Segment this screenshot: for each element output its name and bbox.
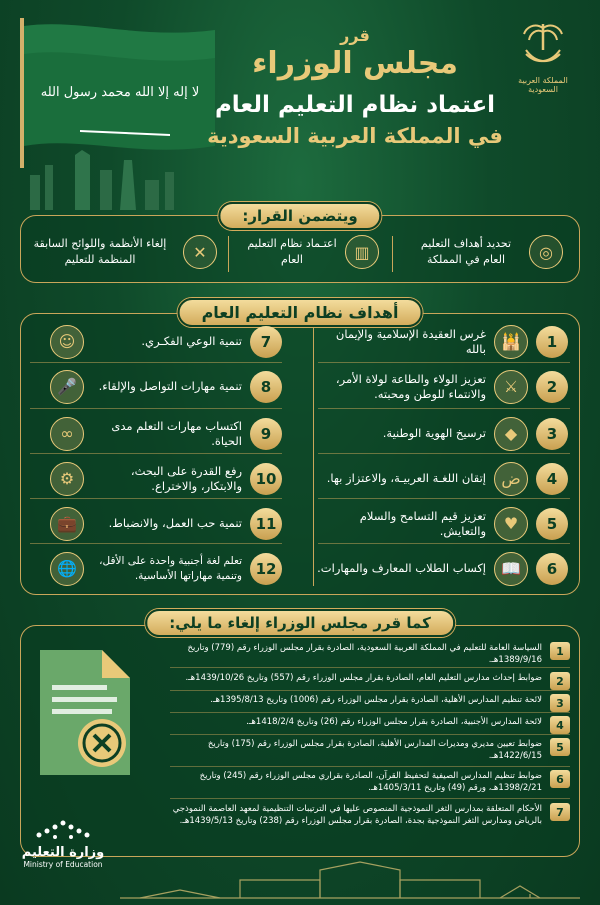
goal-text: اكتساب مهارات التعلم مدى الحياة. <box>111 418 242 448</box>
cancellation-text: لائحة المدارس الأجنبية، الصادرة بقرار مجلس الوزراء رقم (26) وتاريخ 1418/2/4هـ. <box>246 717 542 727</box>
flag-text: لا إله إلا الله محمد رسول الله <box>40 85 200 100</box>
cancellation-number: 2 <box>550 672 570 690</box>
cancellation-item <box>170 738 570 762</box>
goal-text: ترسيخ الهوية الوطنية. <box>382 426 486 440</box>
goal-text: تنمية الوعي الفكـري. <box>141 334 242 348</box>
cancelled-document-icon <box>30 645 140 780</box>
goal-number: 10 <box>250 463 282 495</box>
decision-item-text: اعتـماد نظام التعليم العام <box>247 237 337 266</box>
goal-text: تنمية مهارات التواصل والإلقاء. <box>98 379 242 393</box>
cancellation-text: ضوابط تعيين مديري ومديرات المدارس الأهلية، الصادرة بقرار مجلس الوزراء رقم (175) وتاريخ 1422/6/15هـ. <box>207 739 542 761</box>
goal-item <box>314 502 568 545</box>
goal-item <box>314 547 568 590</box>
cancellation-item <box>170 694 570 712</box>
target-icon: ◎ <box>529 235 563 269</box>
briefcase-icon: 💼 <box>50 507 84 541</box>
close-icon: ✕ <box>183 235 217 269</box>
cancellation-text: ضوابط إحداث مدارس التعليم العام، الصادرة بقرار مجلس الوزراء رقم (557) وتاريخ 1439/10/26هـ. <box>185 673 542 683</box>
book-icon: ▥ <box>345 235 379 269</box>
divider <box>170 766 570 767</box>
goal-text: غرس العقيدة الإسلامية والإيمان بالله <box>335 326 486 356</box>
cancellation-number: 5 <box>550 738 570 756</box>
goal-text: رفع القدرة على البحث، والابتكار، والاختراع. <box>130 463 242 493</box>
ministry-name-ar: وزارة التعليم <box>21 845 105 860</box>
goals-heading: أهداف نظام التعليم العام <box>178 298 423 327</box>
arabic-letter-icon: ض <box>494 462 528 496</box>
cancellation-text: الأحكام المتعلقة بمدارس الثغر النموذجية المنصوص عليها في الترتيبات التنظيمية لمعهد العاصمة النموذجي بالرياض ومدارس الثغر النموذجية بجدة، الصادرة بقرار مجلس الوزراء رقم (238) وتاريخ 1439/5/13هـ. <box>172 804 542 826</box>
divider <box>170 734 570 735</box>
head-brain-icon: ☺ <box>50 325 84 359</box>
goal-number: 9 <box>250 418 282 450</box>
goal-number: 7 <box>250 326 282 358</box>
divider <box>30 498 282 499</box>
title-small: قرر <box>340 26 370 45</box>
decision-item <box>25 228 217 276</box>
decision-item <box>411 228 563 276</box>
goal-item <box>314 457 568 500</box>
globe-icon: 🌐 <box>50 552 84 586</box>
cancellation-number: 3 <box>550 694 570 712</box>
divider <box>392 236 393 272</box>
cancellation-number: 4 <box>550 716 570 734</box>
cancellation-number: 6 <box>550 770 570 788</box>
goal-item <box>50 412 282 455</box>
title-sub: في المملكة العربية السعودية <box>207 124 503 148</box>
goal-item <box>50 365 282 408</box>
infinity-icon: ∞ <box>50 417 84 451</box>
goal-number: 2 <box>536 371 568 403</box>
decision-item-text: إلغاء الأنظمة واللوائح السابقة المنظمة للتعليم <box>33 237 167 266</box>
goal-text: إكساب الطلاب المعارف والمهارات. <box>317 561 486 575</box>
cancellation-item <box>170 770 570 794</box>
emblem-label: المملكة العربية السعودية <box>518 76 568 94</box>
saudi-emblem <box>508 20 578 94</box>
goal-item <box>314 365 568 408</box>
goal-number: 6 <box>536 553 568 585</box>
ministry-name-en: Ministry of Education <box>23 860 103 869</box>
goal-number: 5 <box>536 508 568 540</box>
divider <box>318 543 570 544</box>
header <box>0 0 600 205</box>
goal-item <box>50 547 282 590</box>
emblem-icon: ⚔ <box>494 370 528 404</box>
divider <box>30 453 282 454</box>
cancellation-number: 1 <box>550 642 570 660</box>
goal-number: 1 <box>536 326 568 358</box>
cancellations-heading: كما قرر مجلس الوزراء إلغاء ما يلي: <box>145 609 455 637</box>
goal-number: 11 <box>250 508 282 540</box>
title-big: مجلس الوزراء <box>252 46 458 81</box>
map-icon: ◆ <box>494 417 528 451</box>
magnifier-gear-icon: ⚙ <box>50 462 84 496</box>
divider <box>170 712 570 713</box>
goal-text: تنمية حب العمل، والانضباط. <box>108 516 242 530</box>
goal-number: 8 <box>250 371 282 403</box>
cancellation-text: لائحة تنظيم المدارس الأهلية، الصادرة بقرار مجلس الوزراء رقم (1006) وتاريخ 1395/8/13هـ. <box>210 695 542 705</box>
ministry-dots-icon <box>33 815 93 841</box>
divider <box>170 690 570 691</box>
saudi-flag-image <box>20 18 220 168</box>
goal-item <box>50 457 282 500</box>
goal-item <box>314 320 568 363</box>
goal-item <box>50 502 282 545</box>
city-skyline-icon <box>20 150 200 210</box>
ministry-logo <box>18 815 108 869</box>
cancellation-text: ضوابط تنظيم المدارس الصيفية لتحفيظ القرآن، الصادرة بقراري مجلس الوزراء رقم (245) وتاريخ 1398/2/21هـ، ورقم (49) وتاريخ 1405/3/11هـ. <box>199 771 542 793</box>
goal-number: 3 <box>536 418 568 450</box>
goal-item <box>50 320 282 363</box>
open-book-icon: 📖 <box>494 552 528 586</box>
divider <box>170 667 570 668</box>
divider <box>228 236 229 272</box>
divider <box>318 362 570 363</box>
goal-number: 12 <box>250 553 282 585</box>
cancellation-item <box>170 672 570 690</box>
decision-item-text: تحديد أهداف التعليم العام في المملكة <box>420 237 512 266</box>
goal-text: تعزيز الولاء والطاعة لولاة الأمر، والانتماء للوطن ومحبته. <box>335 371 486 401</box>
cancellation-item <box>170 803 570 827</box>
goal-item <box>314 412 568 455</box>
microphone-icon: 🎤 <box>50 370 84 404</box>
divider <box>318 408 570 409</box>
divider <box>318 453 570 454</box>
divider <box>318 498 570 499</box>
divider <box>30 408 282 409</box>
goal-text: تعزيز قيم التسامح والسلام والتعايش. <box>359 508 486 538</box>
decision-item <box>247 228 379 276</box>
title-block <box>200 26 510 151</box>
goal-text: تعلم لغة أجنبية واحدة على الأقل، وتنمية مهاراتها الأساسية. <box>99 554 242 582</box>
goal-text: إتقان اللغـة العربيـة، والاعتزاز بها. <box>326 471 486 485</box>
decision-heading: ويتضمن القرار: <box>218 202 381 230</box>
cancellation-item <box>170 642 570 666</box>
heart-hands-icon: ♥ <box>494 507 528 541</box>
mosque-icon: 🕌 <box>494 325 528 359</box>
cancellation-number: 7 <box>550 803 570 821</box>
divider <box>30 543 282 544</box>
cancellation-item <box>170 716 570 734</box>
goal-number: 4 <box>536 463 568 495</box>
school-building-icon <box>120 860 580 900</box>
title-main: اعتماد نظام التعليم العام <box>214 92 496 118</box>
divider <box>170 798 570 799</box>
divider <box>30 362 282 363</box>
palm-swords-icon <box>520 20 566 70</box>
cancellation-text: السياسة العامة للتعليم في المملكة العربية السعودية، الصادرة بقرار مجلس الوزراء رقم (779) وتاريخ 1389/9/16هـ. <box>187 643 542 665</box>
